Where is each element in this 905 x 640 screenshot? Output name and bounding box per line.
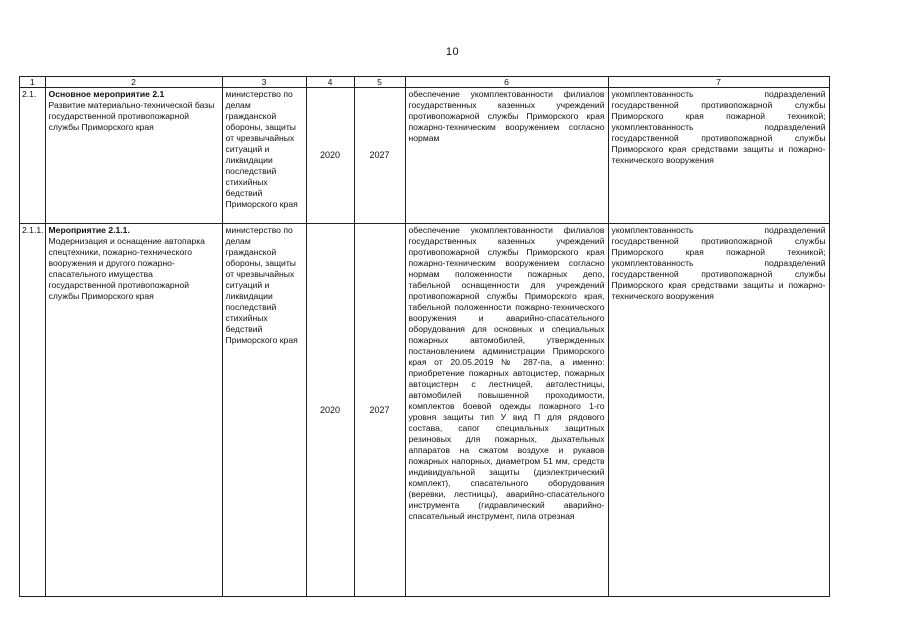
column-header: 2 [45,77,222,88]
table-header-row [20,77,830,88]
activity-description: Развитие материально-технической базы государственной противопожарной службы Приморского края [48,100,215,132]
column-header: 4 [306,77,354,88]
activity-cell [45,224,222,597]
indicators-cell: укомплектованность подразделений государственной противопожарной службы Приморского края пожарной техникой; укомплектованность подразделений государственной противопожарной службы Приморского края средствами защиты и пожарно-технического вооружения [608,224,829,597]
table-row [20,88,830,224]
activity-cell [45,88,222,224]
expected-result-cell: обеспечение укомплектованности филиалов государственных казенных учреждений противопожарной службы Приморского края пожарно-техническим вооружением согласно нормам [405,88,608,224]
end-year: 2027 [354,224,405,597]
column-header: 1 [20,77,46,88]
activities-table [19,76,830,597]
start-year: 2020 [306,224,354,597]
indicators-cell: укомплектованность подразделений государственной противопожарной службы Приморского края пожарной техникой; укомплектованность подразделений государственной противопожарной службы Приморского края средствами защиты и пожарно-технического вооружения [608,88,829,224]
row-index: 2.1. [20,88,46,224]
start-year: 2020 [306,88,354,224]
activity-description: Модернизация и оснащение автопарка спецтехники, пожарно-технического вооружения и другого пожарно-спасательного имущества государственной противопожарной службы Приморского края [48,236,205,301]
column-header: 7 [608,77,829,88]
activity-title: Мероприятие 2.1.1. [48,225,130,235]
column-header: 3 [222,77,306,88]
activity-title: Основное мероприятие 2.1 [48,89,165,99]
page-number: 10 [445,46,460,58]
end-year: 2027 [354,88,405,224]
row-index: 2.1.1. [20,224,46,597]
table-row [20,224,830,597]
column-header: 5 [354,77,405,88]
executor-cell: министерство по делам гражданской обороны, защиты от чрезвычайных ситуаций и ликвидации последствий стихийных бедствий Приморского края [222,224,306,597]
executor-cell: министерство по делам гражданской обороны, защиты от чрезвычайных ситуаций и ликвидации последствий стихийных бедствий Приморского края [222,88,306,224]
expected-result-cell: обеспечение укомплектованности филиалов государственных казенных учреждений противопожарной службы Приморского края пожарно-техническим вооружением согласно нормам положенности пожарных депо, табельной оснащенности для учреждений противопожарной службы Приморского края, табельной положенности пожарно-технического вооружения и аварийно-спасательного оборудования для основных и специальных пожарных автомобилей, утвержденных постановлением администрации Приморского края от 20.05.2019 № 287-па, а именно: приобретение пожарных автоцистер, пожарных автоцистерн с лестницей, автолестницы, автомобилей повышенной проходимости, комплектов боевой одежды пожарного 1-го уровня защиты тип У вид П для рядового состава, сапог специальных защитных резиновых для пожарных, дыхательных аппаратов на сжатом воздухе и рукавов пожарных напорных, диаметром 51 мм, средств индивидуальной защиты (диэлектрический комплект), спасательного оборудования (веревки, лестницы), аварийно-спасательного инструмента (гидравлический аварийно-спасательный инструмент, пила отрезная [405,224,608,597]
column-header: 6 [405,77,608,88]
